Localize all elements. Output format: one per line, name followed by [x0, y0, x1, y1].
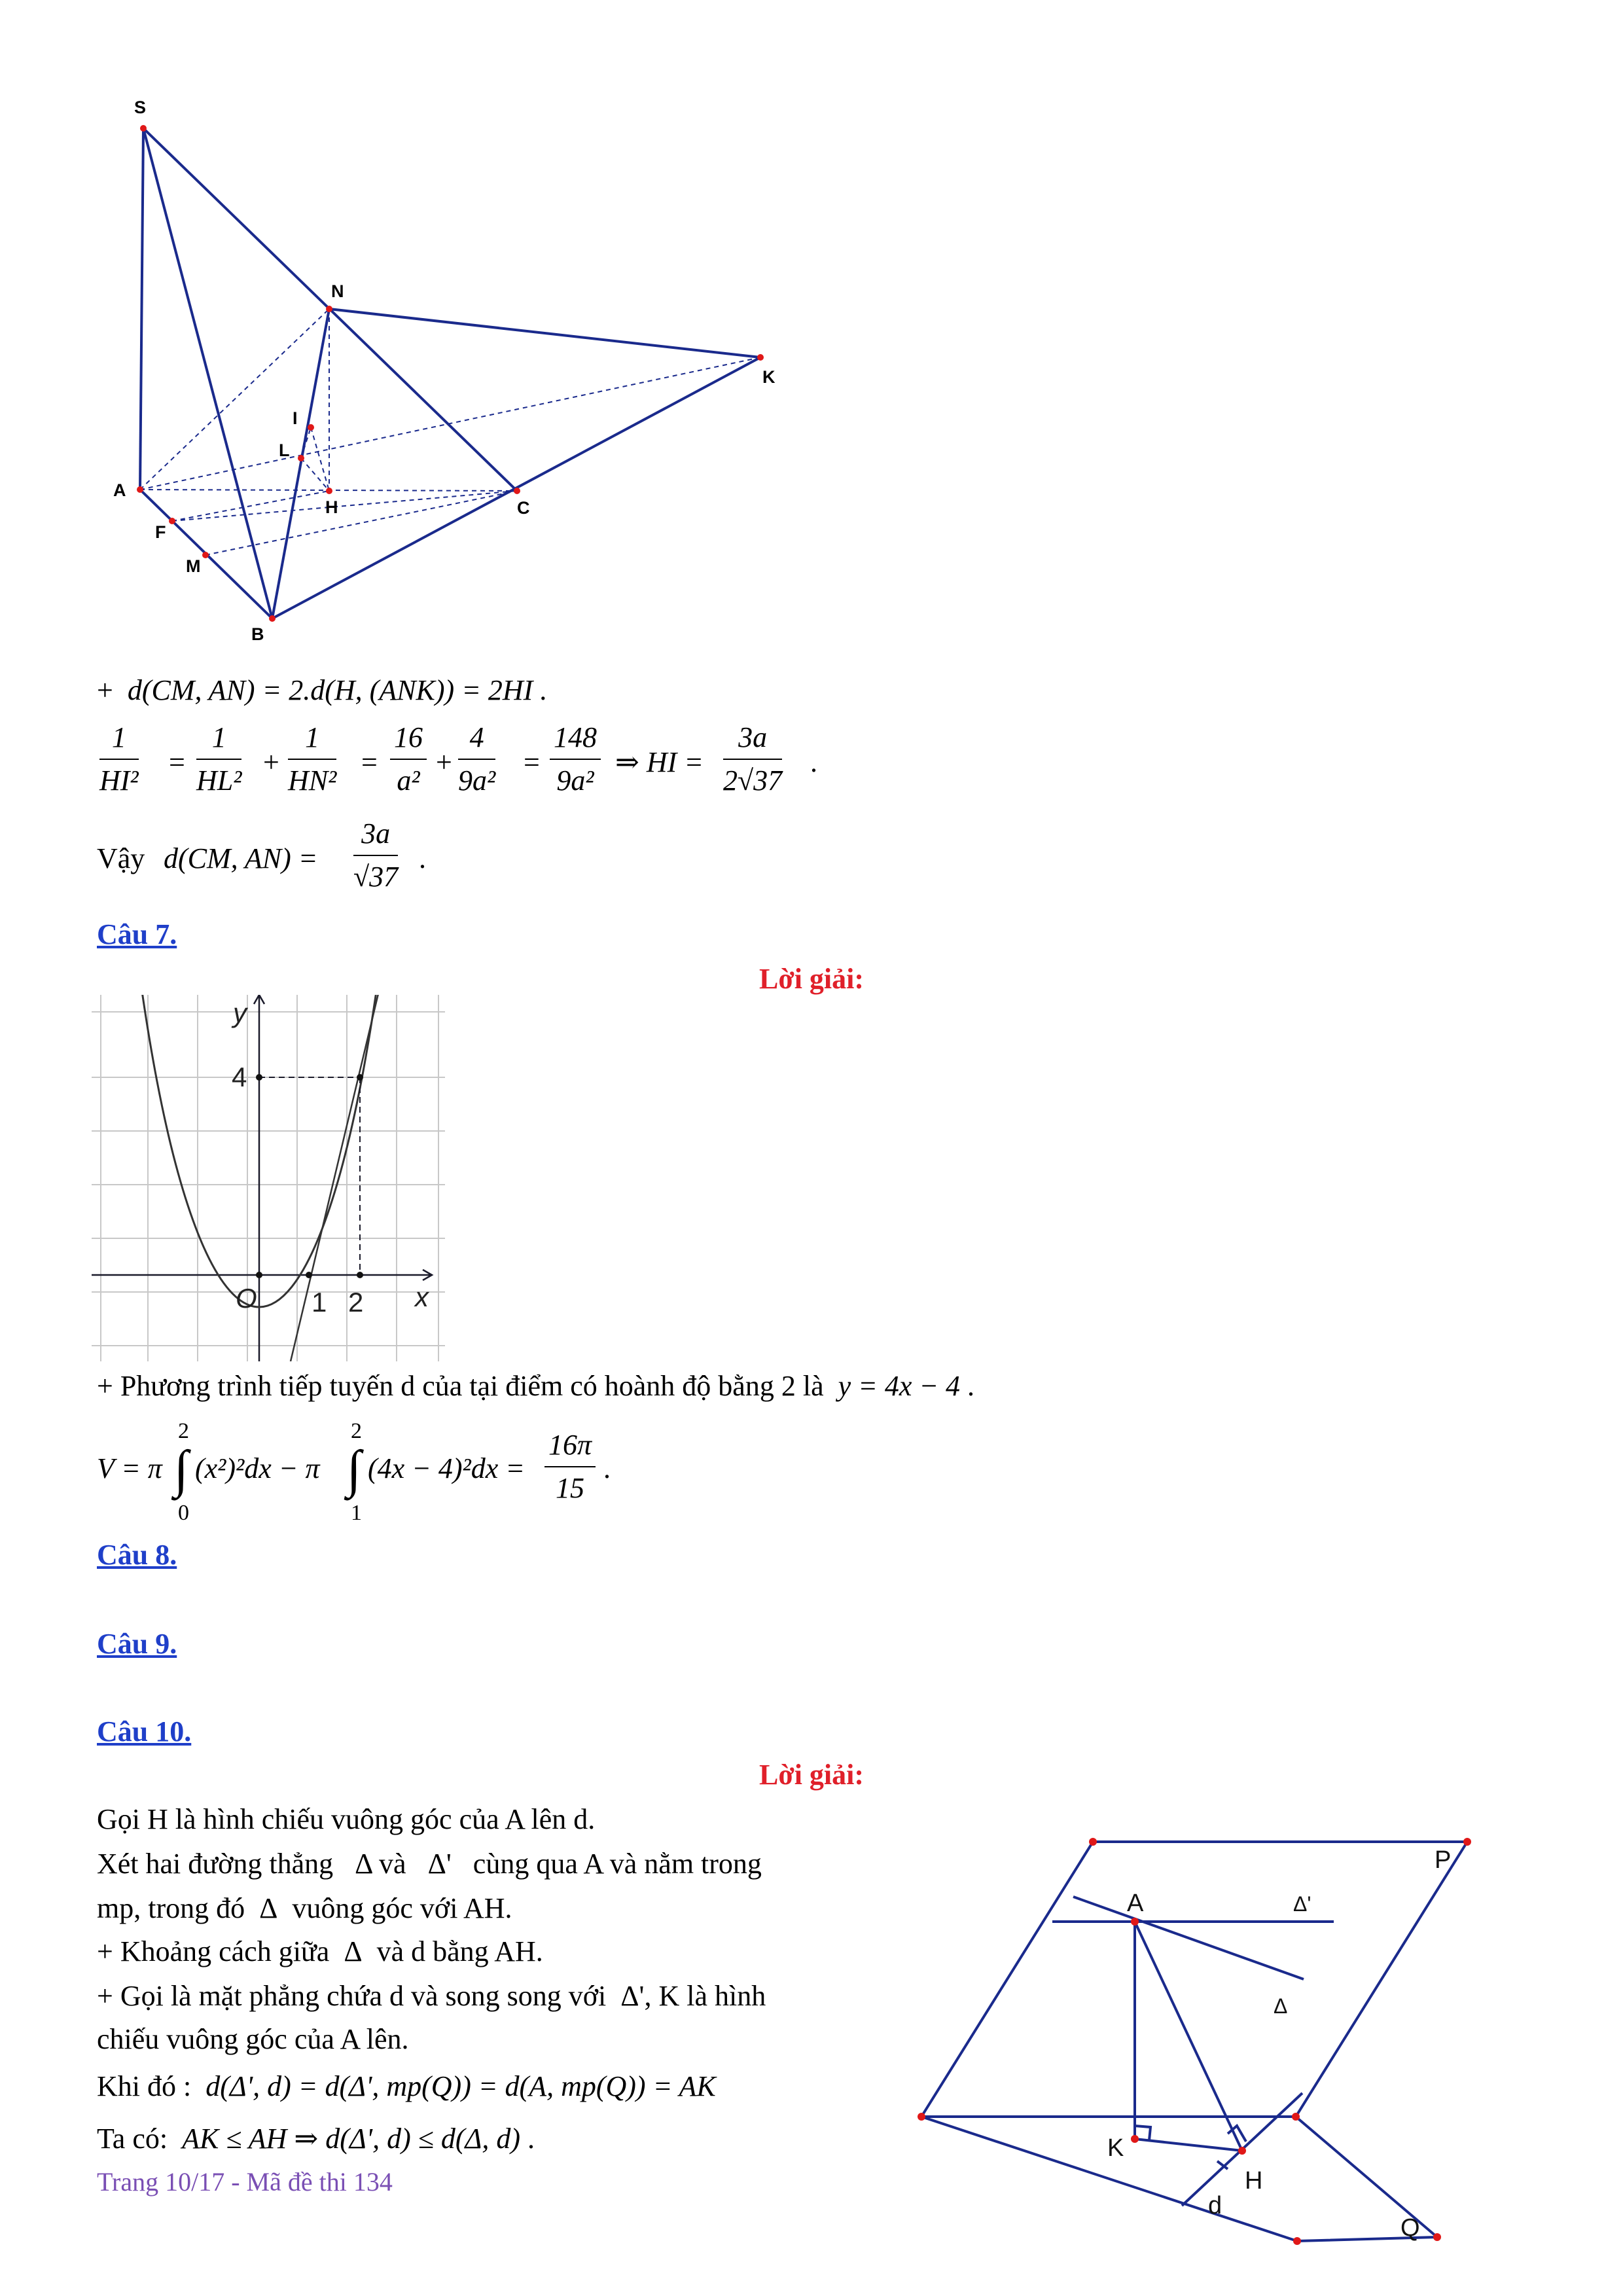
label-delta-prime: Δ' — [1293, 1892, 1311, 1916]
line-delta — [1073, 1897, 1304, 1979]
page-footer: Trang 10/17 - Mã đề thi 134 — [97, 2167, 393, 2197]
integral-sign-1: ∫ — [174, 1441, 188, 1498]
cau7-tangent-line: + Phương trình tiếp tuyến d của tại điểm có hoành độ bằng 2 là y = 4x − 4 . — [97, 1370, 975, 1402]
frac-16-a2: $\frac{16}{\text{a²}}$ — [390, 723, 427, 795]
label-S: S — [134, 98, 147, 117]
label-C: C — [517, 498, 530, 518]
cau10-p8: Ta có: AK ≤ AH ⇒ d(Δ', d) ≤ d(Δ, d) . — [97, 2123, 535, 2155]
cau10-p2: Xét hai đường thẳng Δ và Δ' cùng qua A và nằm trong — [97, 1848, 762, 1880]
edge-NB — [272, 309, 329, 619]
cau10-p7: Khi đó : d(Δ', d) = d(Δ', mp(Q)) = d(A, mp(Q)) = AK — [97, 2070, 716, 2102]
label-M: M — [186, 556, 201, 576]
cau10-p1: Gọi H là hình chiếu vuông góc của A lên d. — [97, 1803, 596, 1835]
label-L: L — [279, 440, 290, 460]
cau10-p5: + Gọi là mặt phẳng chứa d và song song với Δ', K là hình — [97, 1980, 766, 2012]
plane-P — [921, 1842, 1467, 2117]
frac-16pi-15: $\frac{16\pi}{15}$ — [544, 1431, 596, 1503]
label-H: H — [325, 497, 338, 517]
cau10-p6: chiếu vuông góc của A lên. — [97, 2023, 409, 2055]
cau7-loi-giai: Lời giải: — [759, 963, 865, 995]
frac-1-HN2: $\frac{1}{\text{HN²}}$ — [288, 721, 337, 797]
label-F: F — [155, 522, 166, 542]
label-K: K — [762, 367, 776, 387]
frac-4-9a2: $\frac{4}{\text{9a²}}$ — [458, 721, 496, 797]
label-delta: Δ — [1274, 1994, 1288, 2018]
parabola-graph — [92, 995, 445, 1361]
cau10-loi-giai: Lời giải: — [759, 1759, 865, 1791]
heading-cau-7: Câu 7. — [97, 918, 177, 950]
frac-1-HI2: $\frac{1}{\text{HI²}}$ — [99, 721, 139, 797]
label-origin: O — [236, 1283, 257, 1314]
pyramid-figure — [92, 85, 825, 661]
edge-SA — [140, 128, 143, 490]
plane-Q — [921, 2117, 1437, 2241]
heading-cau-8: Câu 8. — [97, 1539, 177, 1571]
frac-148-9a2: $\frac{148}{\text{9a²}}$ — [550, 723, 601, 795]
segment-KH — [1135, 2139, 1242, 2151]
label-Q: Q — [1400, 2214, 1420, 2242]
label-B: B — [251, 624, 264, 644]
label-four: 4 — [232, 1062, 247, 1092]
heading-cau-9: Câu 9. — [97, 1628, 177, 1660]
label-d-fig: d — [1208, 2192, 1222, 2219]
planes-figure — [897, 1826, 1486, 2296]
integral-sign-2: ∫ — [347, 1441, 361, 1498]
cau10-p3: mp, trong đó Δ vuông góc với AH. — [97, 1892, 512, 1924]
label-K-fig: K — [1107, 2134, 1124, 2162]
frac-1-HL2: $\frac{1}{\text{HL²}}$ — [196, 721, 242, 797]
cau10-p4: + Khoảng cách giữa Δ và d bằng AH. — [97, 1935, 543, 1967]
label-x-axis: x — [415, 1282, 429, 1312]
label-two: 2 — [348, 1287, 364, 1318]
label-N: N — [331, 281, 344, 301]
frac-HI-result: $\frac{3a}{2√37}$ — [723, 721, 783, 797]
label-one: 1 — [312, 1287, 327, 1318]
sol6-line1: + d(CM, AN) = 2.d(H, (ANK)) = 2HI . — [97, 674, 548, 706]
label-H-fig: H — [1245, 2167, 1263, 2195]
frac-final-3a-sqrt37: $\frac{3a}{√37}$ — [353, 817, 399, 893]
edge-NK — [329, 309, 760, 357]
label-A-fig: A — [1127, 1890, 1144, 1917]
label-y-axis: y — [233, 997, 247, 1028]
label-A: A — [113, 480, 126, 500]
label-I: I — [293, 408, 298, 428]
label-P: P — [1435, 1846, 1452, 1874]
heading-cau-10: Câu 10. — [97, 1715, 192, 1748]
edge-SB — [143, 128, 272, 619]
